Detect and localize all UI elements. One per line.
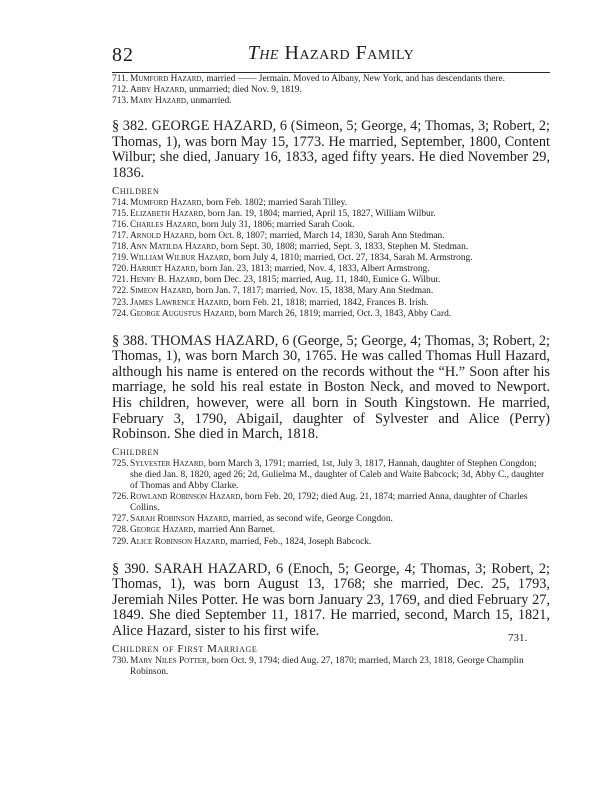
entry-details: , born Jan. 19, 1804; married, April 15, 1827, William Wilbur. <box>203 208 436 219</box>
entry-number: 718. <box>112 242 129 253</box>
entry-number: 720. <box>112 264 129 275</box>
entry-details: , born Sept. 30, 1808; married, Sept. 3, 1833, Stephen M. Stedman. <box>216 242 469 253</box>
list-item <box>112 220 550 231</box>
entry-name: Sylvester Hazard <box>130 458 204 469</box>
entry-number: 730. <box>112 655 129 666</box>
entry-number: 725. <box>112 458 129 469</box>
section-paragraph <box>112 334 550 443</box>
list-item <box>112 514 550 525</box>
entry-number: 721. <box>112 275 129 286</box>
section-text: 6 (Simeon, 5; George, 4; Thomas, 3; Robert, 2; Thomas, 1), was born May 15, 1773. He married, September, 1800, Content Wilbur; she died, January 16, 1833, aged fifty years. He died November 29, 1836. <box>112 118 551 182</box>
entry-name: Mary Niles Potter <box>130 655 207 666</box>
entry-name: George Augustus Hazard <box>130 308 235 319</box>
list-item <box>112 309 550 320</box>
list-item <box>112 96 550 107</box>
entry-details: , married, Feb., 1824, Joseph Babcock. <box>225 536 372 547</box>
section-text: 6 (George, 5; George, 4; Thomas, 3; Robert, 2; Thomas, 1), was born March 30, 1765. He was called Thomas Hull Hazard, although his name is entered on the records without the “H.” Soon after his marriage, he sold his real estate in Boston Neck, and moved to Newport. His children, however, were all born in South Kingstown. He married, February 3, 1790, Abigail, daughter of Sylvester and Alice (Perry) Robinson. She died in March, 1818. <box>112 332 550 443</box>
running-header <box>112 42 550 68</box>
entry-number: 723. <box>112 297 129 308</box>
entry-details: , married, as second wife, George Congdon. <box>227 514 393 525</box>
entry-name: Mumford Hazard <box>130 74 202 84</box>
list-item <box>112 264 550 275</box>
entry-number: 726. <box>112 492 129 503</box>
entry-number: 722. <box>112 286 129 297</box>
entry-number: 712. <box>112 85 129 96</box>
entry-number: 719. <box>112 253 129 264</box>
running-title <box>112 42 550 65</box>
list-item <box>112 286 550 297</box>
entry-name: Elizabeth Hazard <box>130 208 204 219</box>
entry-number: 714. <box>112 197 129 208</box>
entry-name: Charles Hazard <box>130 219 197 230</box>
entry-details: , born Jan. 7, 1817; married, Nov. 15, 1838, Mary Ann Stedman. <box>191 286 434 297</box>
entry-details: , born Jan. 23, 1813; married, Nov. 4, 1833, Albert Armstrong. <box>195 264 430 275</box>
section-heading: § 382. GEORGE HAZARD, <box>112 118 277 135</box>
entry-name: Ann Matilda Hazard <box>130 242 217 253</box>
entry-name: Henry B. Hazard <box>130 275 200 286</box>
entry-details: , married Ann Barnet. <box>193 525 275 536</box>
signature-mark: 731. <box>508 632 528 644</box>
entry-details: , born March 3, 1791; married, 1st, July 3, 1817, Hannah, daughter of Stephen Congdon; she died Jan. 8, 1820, aged 26; 2d, Gulielma M., daughter of Caleb and Waite Babcock; 3d, Abby C., daughter of Thomas and Abby Clarke. <box>130 458 545 492</box>
list-item <box>112 231 550 242</box>
entry-name: George Hazard <box>130 525 194 536</box>
children-heading: Children of First Marriage <box>112 642 258 655</box>
list-item <box>112 459 550 492</box>
entry-number: 727. <box>112 514 129 525</box>
header-rule <box>112 72 550 73</box>
entry-number: 716. <box>112 219 129 230</box>
entry-details: , born Feb. 20, 1792; died Aug. 21, 1874; married Anna, daughter of Charles Collins. <box>130 492 528 514</box>
entry-details: , born July 4, 1810; married, Oct. 27, 1834, Sarah M. Armstrong. <box>228 253 473 264</box>
section-heading: § 390. SARAH HAZARD, <box>112 560 271 577</box>
entry-number: 711. <box>112 74 129 84</box>
entry-name: Sarah Robinson Hazard <box>130 514 228 525</box>
list-item <box>112 298 550 309</box>
entry-number: 715. <box>112 208 129 219</box>
list-item <box>112 74 550 85</box>
entry-name: Rowland Robinson Hazard <box>130 492 241 503</box>
entry-number: 717. <box>112 230 129 241</box>
entry-name: Alice Robinson Hazard <box>130 536 226 547</box>
section-paragraph <box>112 119 550 181</box>
entry-number: 713. <box>112 96 129 107</box>
list-item <box>112 537 550 548</box>
entry-details: , born Oct. 9, 1794; died Aug. 27, 1870; married, March 23, 1818, George Champlin Robinson. <box>130 655 524 677</box>
section-heading: § 388. THOMAS HAZARD, <box>112 332 279 349</box>
entry-name: Mumford Hazard <box>130 197 202 208</box>
entry-details: , born Oct. 8, 1807; married, March 14, 1830, Sarah Ann Stedman. <box>194 230 445 241</box>
list-item <box>112 656 550 678</box>
list-item <box>112 242 550 253</box>
list-item <box>112 85 550 96</box>
running-title-main: Hazard Family <box>284 42 415 64</box>
page-number: 82 <box>112 44 134 66</box>
entry-details: , born Feb. 1802; married Sarah Tilley. <box>201 197 347 208</box>
entry-number: 729. <box>112 536 129 547</box>
list-item <box>112 492 550 514</box>
entry-number: 728. <box>112 525 129 536</box>
list-item <box>112 525 550 536</box>
entry-details: , born July 31, 1806; married Sarah Cook. <box>196 219 355 230</box>
children-heading: Children <box>112 445 160 458</box>
section-paragraph <box>112 562 550 640</box>
entry-details: , unmarried; died Nov. 9, 1819. <box>184 85 302 96</box>
entry-name: Harriet Hazard <box>130 264 196 275</box>
list-item <box>112 253 550 264</box>
entry-name: James Lawrence Hazard <box>130 297 229 308</box>
list-item <box>112 198 550 209</box>
children-heading: Children <box>112 184 160 197</box>
list-item <box>112 209 550 220</box>
entry-name: Arnold Hazard <box>130 230 195 241</box>
entry-name: William Wilbur Hazard <box>130 253 229 264</box>
entry-details: , married —— Jermain. Moved to Albany, New York, and has descendants there. <box>201 74 506 84</box>
list-item <box>112 275 550 286</box>
entry-details: , born Dec. 23, 1815; married, Aug. 11, 1840, Eunice G. Wilbur. <box>199 275 441 286</box>
entry-details: , unmarried. <box>185 96 232 107</box>
entry-details: , born Feb. 21, 1818; married, 1842, Frances B. Irish. <box>228 297 429 308</box>
entry-number: 724. <box>112 308 129 319</box>
entry-name: Simeon Hazard <box>130 286 192 297</box>
entry-name: Abby Hazard <box>130 85 185 96</box>
entry-details: , born March 26, 1819; married, Oct. 3, 1843, Abby Card. <box>234 308 452 319</box>
page-body <box>112 74 550 678</box>
entry-name: Mary Hazard <box>130 96 186 107</box>
running-title-prefix: The <box>247 42 279 64</box>
section-text: 6 (Enoch, 5; George, 4; Thomas, 3; Robert, 2; Thomas, 1), was born August 13, 1768; she married, Dec. 25, 1793, Jeremiah Niles Potter. He was born January 23, 1769, and died February 27, 1849. She died September 11, 1817. He married, second, March 15, 1821, Alice Hazard, sister to his first wife. <box>112 560 550 639</box>
